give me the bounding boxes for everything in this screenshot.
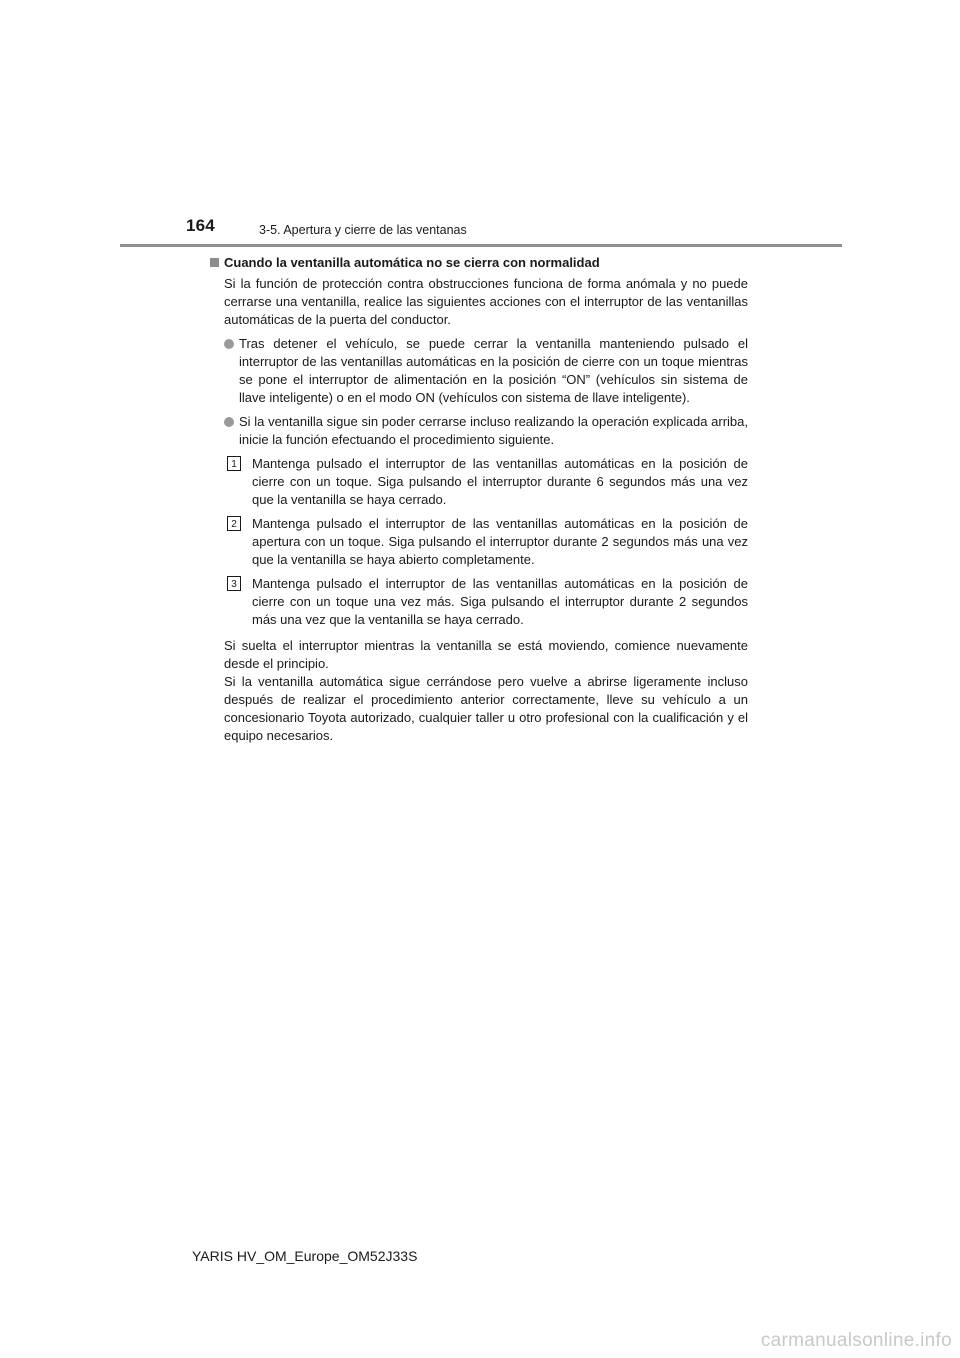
header-divider (120, 244, 842, 247)
page-number: 164 (186, 216, 215, 235)
step-number-badge: 3 (227, 576, 241, 591)
closing-paragraph: Si suelta el interruptor mientras la ventanilla se está moviendo, comience nuevamente desde el principio. (224, 638, 748, 671)
section-title: 3-5. Apertura y cierre de las ventanas (259, 223, 467, 237)
bullet-item (210, 335, 748, 407)
main-content (210, 254, 748, 745)
step-number-badge: 1 (227, 456, 241, 471)
subsection-heading-text: Cuando la ventanilla automática no se cierra con normalidad (224, 255, 600, 270)
bullet-item (210, 413, 748, 449)
watermark: carmanualsonline.info (760, 1330, 952, 1351)
subsection-heading (210, 254, 748, 272)
step-item (227, 455, 748, 509)
step-text: Mantenga pulsado el interruptor de las ventanillas automáticas en la posición de cierre con un toque una vez más. Siga pulsando el interruptor durante 2 segundos más una vez que la ventanilla se haya cerrado. (252, 576, 748, 627)
closing-notes (224, 637, 748, 745)
circle-bullet-icon (224, 417, 234, 427)
step-item (227, 515, 748, 569)
bullet-text: Si la ventanilla sigue sin poder cerrarse incluso realizando la operación explicada arriba, inicie la función efectuando el procedimiento siguiente. (239, 414, 748, 447)
step-number-badge: 2 (227, 516, 241, 531)
step-text: Mantenga pulsado el interruptor de las ventanillas automáticas en la posición de apertura con un toque. Siga pulsando el interruptor durante 2 segundos más una vez que la ventanilla se haya abierto completamente. (252, 516, 748, 567)
circle-bullet-icon (224, 339, 234, 349)
bullet-text: Tras detener el vehículo, se puede cerrar la ventanilla manteniendo pulsado el interruptor de las ventanillas automáticas en la posición de cierre con un toque mientras se pone el interruptor de alimentación en la posición “ON” (vehículos sin sistema de llave inteligente) o en el modo ON (vehículos con sistema de llave inteligente). (239, 336, 748, 405)
document-code: YARIS HV_OM_Europe_OM52J33S (192, 1248, 418, 1264)
square-bullet-icon (210, 258, 219, 267)
step-item (227, 575, 748, 629)
closing-paragraph: Si la ventanilla automática sigue cerrándose pero vuelve a abrirse ligeramente incluso después de realizar el procedimiento anterior correctamente, lleve su vehículo a un concesionario Toyota autorizado, cualquier taller u otro profesional con la cualificación y el equipo necesarios. (224, 674, 748, 743)
step-text: Mantenga pulsado el interruptor de las ventanillas automáticas en la posición de cierre con un toque. Siga pulsando el interruptor durante 6 segundos más una vez que la ventanilla se haya cerrado. (252, 456, 748, 507)
intro-paragraph: Si la función de protección contra obstrucciones funciona de forma anómala y no puede cerrarse una ventanilla, realice las siguientes acciones con el interruptor de las ventanillas automáticas de la puerta del conductor. (224, 276, 748, 327)
